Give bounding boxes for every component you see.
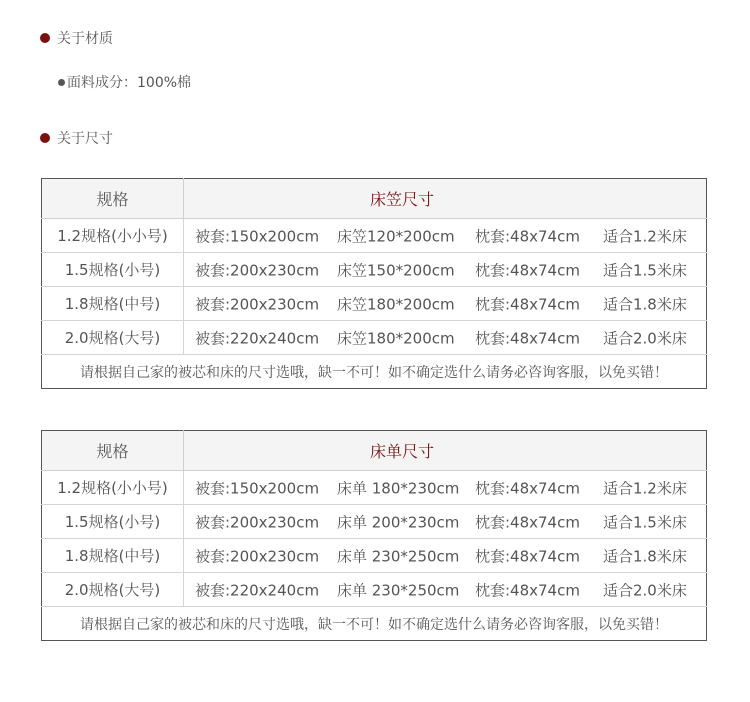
- fit-bed: 适合1.8米床: [603, 547, 687, 565]
- size-heading: [40, 128, 113, 148]
- bed-size: 床单 230*250cm: [337, 581, 460, 599]
- spec-cell: 1.2规格(小小号): [42, 219, 184, 253]
- table-row: [42, 287, 707, 321]
- material-heading-text: 关于材质: [57, 31, 113, 47]
- fit-bed: 适合2.0米床: [603, 329, 687, 347]
- header-title: 床单尺寸: [184, 431, 707, 471]
- header-spec: 规格: [42, 179, 184, 219]
- pillow-size: 枕套:48x74cm: [475, 547, 580, 565]
- note-row: [42, 607, 707, 641]
- pillow-size: 枕套:48x74cm: [475, 329, 580, 347]
- detail-cell: [184, 505, 707, 539]
- bed-size: 床单 200*230cm: [337, 513, 460, 531]
- table-row: [42, 471, 707, 505]
- spec-cell: 1.2规格(小小号): [42, 471, 184, 505]
- detail-cell: [184, 219, 707, 253]
- size-heading-text: 关于尺寸: [57, 131, 113, 147]
- dot-icon: [58, 79, 65, 86]
- bed-size: 床笠180*200cm: [337, 295, 455, 313]
- flat-sheet-size-table: [41, 430, 707, 641]
- pillow-size: 枕套:48x74cm: [475, 227, 580, 245]
- detail-cell: [184, 321, 707, 355]
- bed-size: 床笠180*200cm: [337, 329, 455, 347]
- detail-cell: [184, 471, 707, 505]
- quilt-size: 被套:150x200cm: [195, 227, 320, 245]
- quilt-size: 被套:200x230cm: [195, 295, 320, 313]
- fit-bed: 适合1.5米床: [603, 261, 687, 279]
- note-text: 请根据自己家的被芯和床的尺寸选哦，缺一不可！如不确定选什么请务必咨询客服，以免买错！: [80, 616, 668, 633]
- quilt-size: 被套:200x230cm: [195, 261, 320, 279]
- table-row: [42, 321, 707, 355]
- quilt-size: 被套:150x200cm: [195, 479, 320, 497]
- quilt-size: 被套:200x230cm: [195, 513, 320, 531]
- material-heading: [40, 28, 113, 48]
- fit-bed: 适合1.2米床: [603, 479, 687, 497]
- fitted-sheet-size-table: [41, 178, 707, 389]
- bullet-icon: [40, 33, 50, 43]
- material-item-text: 面料成分：100%棉: [67, 75, 192, 91]
- pillow-size: 枕套:48x74cm: [475, 513, 580, 531]
- header-spec: 规格: [42, 431, 184, 471]
- pillow-size: 枕套:48x74cm: [475, 261, 580, 279]
- fit-bed: 适合1.8米床: [603, 295, 687, 313]
- quilt-size: 被套:200x230cm: [195, 547, 320, 565]
- bed-size: 床单 230*250cm: [337, 547, 460, 565]
- spec-cell: 1.5规格(小号): [42, 505, 184, 539]
- pillow-size: 枕套:48x74cm: [475, 479, 580, 497]
- bed-size: 床笠150*200cm: [337, 261, 455, 279]
- bullet-icon: [40, 133, 50, 143]
- detail-cell: [184, 253, 707, 287]
- note-text: 请根据自己家的被芯和床的尺寸选哦，缺一不可！如不确定选什么请务必咨询客服，以免买错！: [80, 364, 668, 381]
- header-title: 床笠尺寸: [184, 179, 707, 219]
- table-row: [42, 573, 707, 607]
- spec-cell: 1.8规格(中号): [42, 539, 184, 573]
- bed-size: 床笠120*200cm: [337, 227, 455, 245]
- quilt-size: 被套:220x240cm: [195, 581, 320, 599]
- quilt-size: 被套:220x240cm: [195, 329, 320, 347]
- table-row: [42, 253, 707, 287]
- bed-size: 床单 180*230cm: [337, 479, 460, 497]
- spec-cell: 1.5规格(小号): [42, 253, 184, 287]
- table-row: [42, 539, 707, 573]
- pillow-size: 枕套:48x74cm: [475, 295, 580, 313]
- table-row: [42, 219, 707, 253]
- pillow-size: 枕套:48x74cm: [475, 581, 580, 599]
- fit-bed: 适合2.0米床: [603, 581, 687, 599]
- material-item: [58, 72, 191, 92]
- table-row: [42, 505, 707, 539]
- detail-cell: [184, 573, 707, 607]
- detail-cell: [184, 287, 707, 321]
- spec-cell: 1.8规格(中号): [42, 287, 184, 321]
- spec-cell: 2.0规格(大号): [42, 321, 184, 355]
- note-row: [42, 355, 707, 389]
- spec-cell: 2.0规格(大号): [42, 573, 184, 607]
- fit-bed: 适合1.2米床: [603, 227, 687, 245]
- fit-bed: 适合1.5米床: [603, 513, 687, 531]
- detail-cell: [184, 539, 707, 573]
